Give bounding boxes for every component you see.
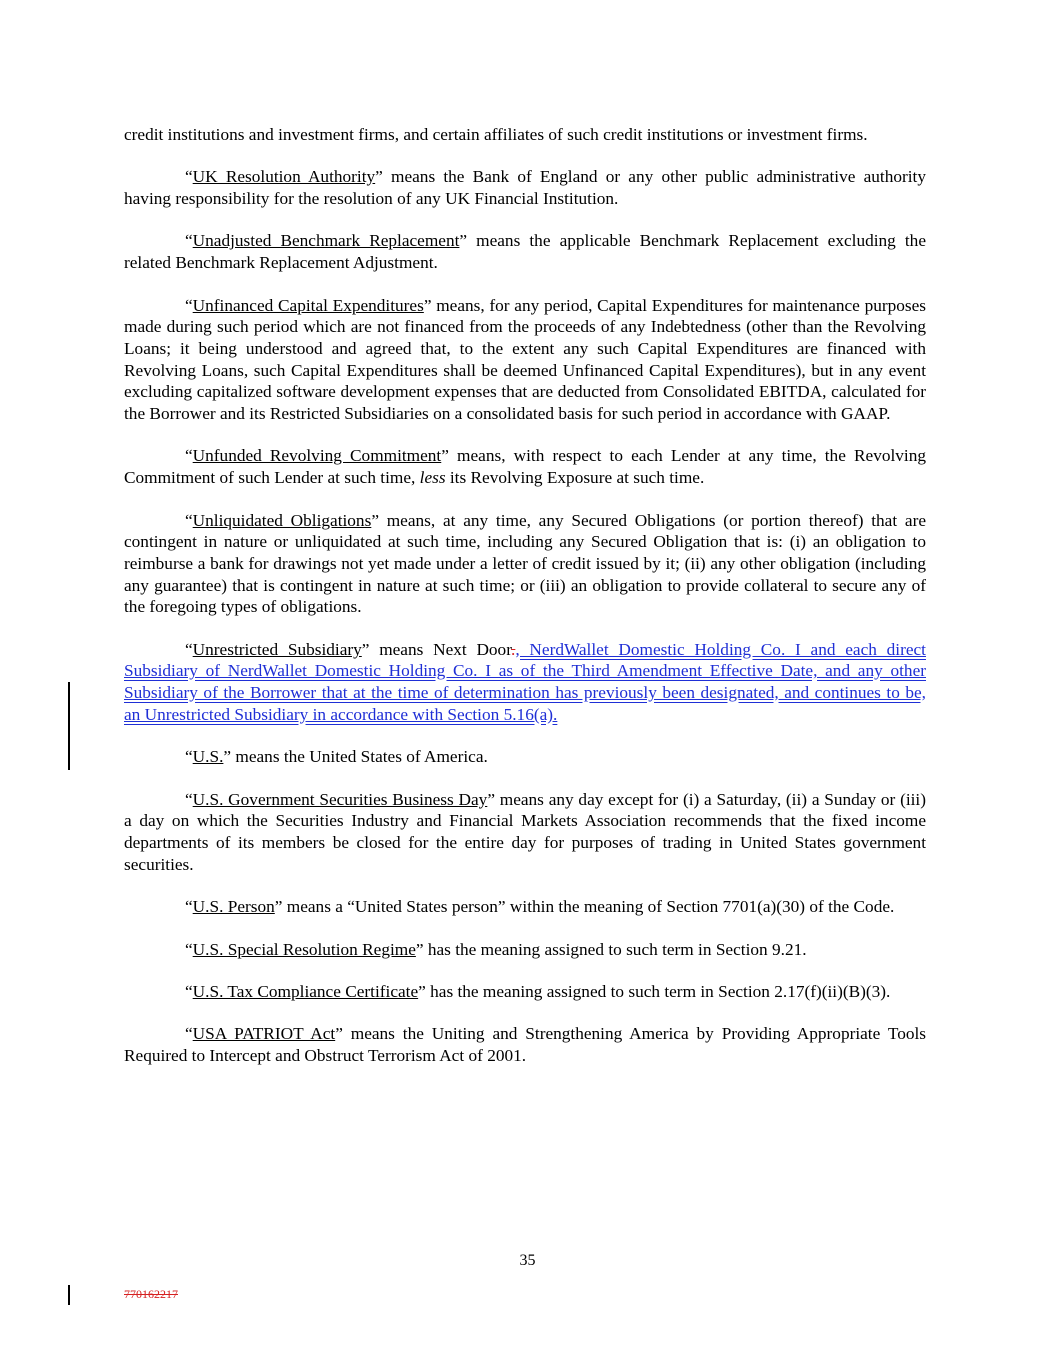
definition-us — [124, 746, 926, 768]
definition-uk-resolution-authority — [124, 166, 926, 209]
defined-term: U.S. Government Securities Business Day — [192, 789, 488, 809]
defined-term: Unrestricted Subsidiary — [192, 639, 362, 659]
definition-unadjusted-benchmark-replacement — [124, 230, 926, 273]
open-quote: “ — [185, 639, 193, 659]
definition-text: ” means the applicable Benchmark Replacement excluding the related Benchmark Replacement Adjustment. — [124, 231, 926, 273]
defined-term: U.S. Special Resolution Regime — [192, 939, 416, 959]
open-quote: “ — [185, 231, 193, 251]
open-quote: “ — [185, 897, 193, 917]
definition-text-continued: its Revolving Exposure at such time. — [445, 468, 705, 488]
page-number: 35 — [519, 1252, 536, 1269]
open-quote: “ — [185, 295, 193, 315]
definition-text: ” has the meaning assigned to such term in Section 2.17(f)(ii)(B)(3). — [418, 981, 891, 1001]
paragraph-credit-institutions-continued — [124, 124, 926, 146]
open-quote: “ — [185, 939, 193, 959]
defined-term: Unliquidated Obligations — [192, 510, 372, 530]
definition-text: ” means the Uniting and Strengthening America by Providing Appropriate Tools Required to Intercept and Obstruct Terrorism Act of 2001. — [124, 1024, 927, 1066]
defined-term: U.S. Person — [192, 897, 275, 917]
open-quote: “ — [185, 510, 193, 530]
inserted-text: , NerdWallet Domestic Holding Co. I and each direct Subsidiary of NerdWallet Domestic Holding Co. I as of the Third Amendment Effective Date, and any other Subsidiary of the Borrower that at the time of determination has previously been designated, and continues to be, an Unrestricted Subsidiary in accordance with Section 5.16(a). — [124, 639, 926, 724]
italic-less: less — [419, 468, 446, 488]
definition-unliquidated-obligations — [124, 510, 926, 619]
definition-text: ” means, with respect to each Lender at any time, the Revolving Commitment of such Lender at such time, — [124, 446, 926, 488]
defined-term: Unfunded Revolving Commitment — [192, 446, 442, 466]
document-id-deleted: 770162217 — [124, 1287, 178, 1301]
open-quote: “ — [185, 981, 193, 1001]
definition-text: ” means the United States of America. — [223, 747, 488, 767]
definition-unrestricted-subsidiary — [124, 639, 926, 726]
definition-us-person — [124, 896, 926, 918]
change-bar-footer — [68, 1285, 70, 1305]
definition-text: ” means Next Door — [361, 639, 512, 659]
definition-text: ” has the meaning assigned to such term in Section 9.21. — [415, 939, 807, 959]
definition-usa-patriot-act — [124, 1023, 926, 1066]
open-quote: “ — [185, 747, 193, 767]
defined-term: UK Resolution Authority — [192, 167, 376, 187]
definition-unfinanced-capital-expenditures — [124, 295, 926, 425]
open-quote: “ — [185, 1024, 193, 1044]
paragraph-text: credit institutions and investment firms, and certain affiliates of such credit institutions or investment firms. — [124, 125, 868, 144]
document-body — [124, 124, 926, 1087]
defined-term: U.S. — [192, 747, 224, 767]
definition-text: ” means, at any time, any Secured Obligations (or portion thereof) that are contingent in nature or unliquidated at such time, including any Secured Obligation that is: (i) an obligation to reimburse a bank for drawings not yet made under a letter of credit issued by it; (ii) any other obligation (including any guarantee) that is contingent in nature at such time; or (iii) an obligation to provide collateral to secure any of the foregoing types of obligations. — [124, 510, 926, 617]
open-quote: “ — [185, 446, 193, 466]
definition-us-tax-compliance-certificate — [124, 981, 926, 1003]
open-quote: “ — [185, 167, 193, 187]
change-bar-unrestricted-subsidiary — [68, 682, 70, 770]
definition-text: ” means a “United States person” within the meaning of Section 7701(a)(30) of the Code. — [274, 897, 895, 917]
definition-us-government-securities-business-day — [124, 789, 926, 876]
defined-term: Unadjusted Benchmark Replacement — [192, 231, 460, 251]
definition-text: ” means the Bank of England or any other public administrative authority having responsibility for the resolution of any UK Financial Institution. — [124, 167, 926, 209]
open-quote: “ — [185, 789, 193, 809]
definition-unfunded-revolving-commitment — [124, 445, 926, 488]
definition-text: ” means any day except for (i) a Saturday, (ii) a Sunday or (iii) a day on which the Securities Industry and Financial Markets Association recommends that the fixed income departments of its members be closed for the entire day for purposes of trading in United States government securities. — [124, 789, 926, 874]
defined-term: Unfinanced Capital Expenditures — [192, 295, 424, 315]
defined-term: U.S. Tax Compliance Certificate — [192, 981, 419, 1001]
defined-term: USA PATRIOT Act — [192, 1024, 336, 1044]
definition-us-special-resolution-regime — [124, 939, 926, 961]
deleted-text: . — [511, 639, 516, 659]
definition-text: ” means, for any period, Capital Expenditures for maintenance purposes made during such period which are not financed from the proceeds of any Indebtedness (other than the Revolving Loans; it being understood and agreed that, to the extent any such Capital Expenditures are financed with Revolving Loans, such Capital Expenditures shall be deemed Unfinanced Capital Expenditures), but in any event excluding capitalized software development expenses that are deducted from Consolidated EBITDA, calculated for the Borrower and its Restricted Subsidiaries on a consolidated basis for such period in accordance with GAAP. — [124, 295, 927, 424]
